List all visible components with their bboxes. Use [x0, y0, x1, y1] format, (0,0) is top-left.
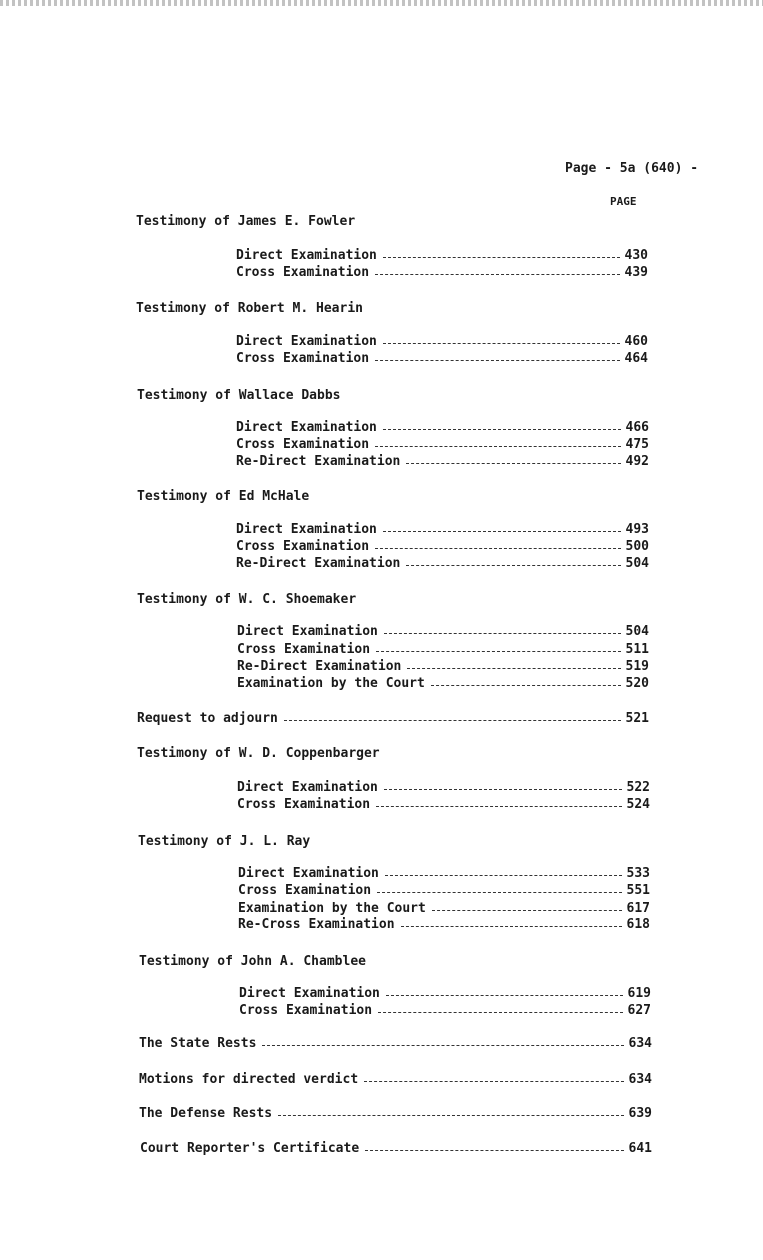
entry-label: Direct Examination [236, 248, 377, 263]
index-entry [237, 780, 650, 796]
entry-label: Cross Examination [236, 437, 370, 452]
entry-label: Cross Examination [236, 539, 370, 554]
leader-dashes [375, 360, 619, 361]
entry-label: The Defense Rests [139, 1106, 273, 1121]
entry-label: Examination by the Court [238, 901, 426, 916]
entry-page: 464 [624, 351, 648, 366]
entry-page: 511 [625, 642, 649, 657]
index-entry [139, 1036, 652, 1052]
entry-label: Direct Examination [239, 986, 380, 1001]
entry-page: 504 [625, 624, 649, 639]
index-entry [238, 883, 650, 899]
index-entry [236, 556, 649, 572]
leader-dashes [385, 875, 622, 876]
entry-page: 634 [628, 1072, 652, 1087]
entry-label: Cross Examination [236, 265, 370, 280]
leader-dashes [365, 1150, 623, 1151]
entry-page: 520 [625, 676, 649, 691]
section-heading: Testimony of W. D. Coppenbarger [137, 746, 380, 761]
section-heading: Testimony of W. C. Shoemaker [137, 592, 357, 607]
page-column-header: PAGE [610, 195, 637, 208]
index-entry [236, 351, 648, 367]
leader-dashes [406, 463, 620, 464]
entry-label: Re-Direct Examination [236, 556, 401, 571]
entry-label: Direct Examination [236, 522, 377, 537]
entry-page: 492 [625, 454, 649, 469]
index-entry [236, 437, 649, 453]
entry-label: Re-Cross Examination [238, 917, 395, 932]
entry-label: The State Rests [139, 1036, 257, 1051]
leader-dashes [284, 720, 621, 721]
entry-label: Re-Direct Examination [237, 659, 402, 674]
entry-page: 460 [624, 334, 648, 349]
index-entry [236, 265, 648, 281]
entry-page: 639 [628, 1106, 652, 1121]
entry-label: Direct Examination [236, 420, 377, 435]
section-heading: Testimony of Wallace Dabbs [137, 388, 341, 403]
section-heading: Testimony of Ed McHale [137, 489, 310, 504]
entry-page: 618 [626, 917, 650, 932]
section-heading: Testimony of Robert M. Hearin [136, 301, 363, 316]
leader-dashes [384, 633, 621, 634]
entry-label: Direct Examination [238, 866, 379, 881]
entry-label: Cross Examination [238, 883, 372, 898]
index-entry [236, 539, 649, 555]
index-entry-request-to-adjourn [137, 711, 649, 727]
leader-dashes [262, 1045, 623, 1046]
index-entry [238, 866, 650, 882]
index-entry [238, 901, 650, 917]
leader-dashes [383, 531, 621, 532]
entry-page: 533 [626, 866, 650, 881]
leader-dashes [383, 257, 620, 258]
entry-page: 634 [628, 1036, 652, 1051]
leader-dashes [432, 910, 622, 911]
leader-dashes [407, 668, 620, 669]
index-entry [139, 1106, 652, 1122]
index-entry [238, 917, 650, 933]
entry-page: 500 [625, 539, 649, 554]
index-entry [239, 986, 651, 1002]
leader-dashes [386, 995, 623, 996]
index-entry [239, 1003, 651, 1019]
section-heading: Testimony of James E. Fowler [136, 214, 356, 229]
section-heading: Testimony of J. L. Ray [138, 834, 311, 849]
scan-top-edge [0, 0, 763, 6]
entry-label: Examination by the Court [237, 676, 425, 691]
entry-label: Direct Examination [236, 334, 377, 349]
entry-page: 439 [624, 265, 648, 280]
leader-dashes [401, 926, 622, 927]
entry-label: Cross Examination [237, 642, 371, 657]
entry-page: 519 [625, 659, 649, 674]
entry-page: 521 [625, 711, 649, 726]
leader-dashes [376, 651, 620, 652]
entry-label: Court Reporter's Certificate [140, 1141, 360, 1156]
leader-dashes [375, 446, 620, 447]
entry-page: 627 [627, 1003, 651, 1018]
index-entry [236, 334, 648, 350]
index-entry [237, 797, 650, 813]
entry-label: Cross Examination [237, 797, 371, 812]
entry-page: 641 [628, 1141, 652, 1156]
index-entry [237, 642, 649, 658]
leader-dashes [383, 429, 621, 430]
leader-dashes [431, 685, 621, 686]
entry-page: 551 [626, 883, 650, 898]
entry-page: 617 [626, 901, 650, 916]
leader-dashes [364, 1081, 623, 1082]
index-entry [236, 248, 648, 264]
entry-page: 475 [625, 437, 649, 452]
entry-label: Request to adjourn [137, 711, 278, 726]
entry-label: Motions for directed verdict [139, 1072, 359, 1087]
page-number-header: Page - 5a (640) - [565, 161, 699, 176]
index-entry [237, 624, 649, 640]
index-entry [237, 676, 649, 692]
entry-page: 466 [625, 420, 649, 435]
leader-dashes [378, 1012, 622, 1013]
index-entry [140, 1141, 652, 1157]
entry-page: 522 [626, 780, 650, 795]
entry-page: 504 [625, 556, 649, 571]
leader-dashes [376, 806, 621, 807]
leader-dashes [383, 343, 620, 344]
index-entry [237, 659, 649, 675]
entry-page: 493 [625, 522, 649, 537]
entry-label: Re-Direct Examination [236, 454, 401, 469]
index-entry [139, 1072, 652, 1088]
entry-page: 524 [626, 797, 650, 812]
leader-dashes [377, 892, 621, 893]
entry-label: Cross Examination [236, 351, 370, 366]
leader-dashes [375, 548, 620, 549]
entry-label: Direct Examination [237, 780, 378, 795]
entry-label: Cross Examination [239, 1003, 373, 1018]
entry-page: 430 [624, 248, 648, 263]
entry-page: 619 [627, 986, 651, 1001]
section-heading: Testimony of John A. Chamblee [139, 954, 366, 969]
leader-dashes [278, 1115, 623, 1116]
index-entry [236, 454, 649, 470]
leader-dashes [406, 565, 620, 566]
index-entry [236, 522, 649, 538]
entry-label: Direct Examination [237, 624, 378, 639]
leader-dashes [375, 274, 619, 275]
leader-dashes [384, 789, 622, 790]
index-entry [236, 420, 649, 436]
